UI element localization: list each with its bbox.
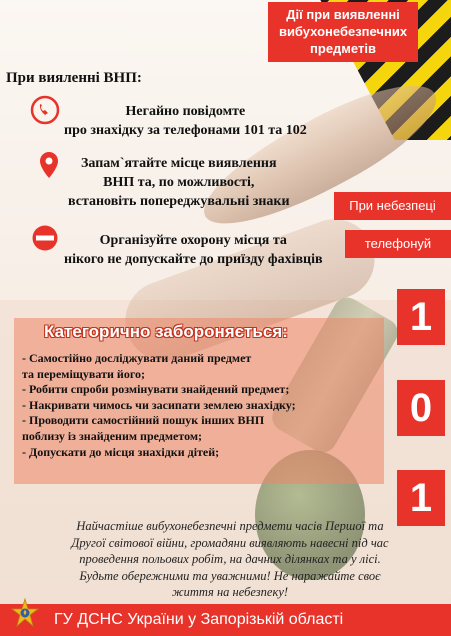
instruction-mark — [34, 150, 290, 211]
phone-icon — [30, 95, 60, 125]
location-pin-icon — [34, 150, 64, 180]
bottom-note-line: Будьте обережними та уважними! Не наражайте своє — [79, 568, 381, 583]
bottom-note-line: життя на небезпеку! — [171, 585, 289, 599]
phone-label: телефонуй — [345, 230, 451, 258]
intro-lead: При вияленні ВНП: — [6, 70, 142, 86]
prohibited-title: Категорично забороняється: — [44, 322, 288, 341]
instruction-mark-line-2: ВНП та, по можливості, — [103, 175, 255, 190]
instruction-mark-line-3: встановіть попереджувальні знаки — [68, 194, 290, 209]
poster-title — [268, 2, 418, 62]
title-line-2: вибухонебезпечних — [278, 24, 408, 39]
danger-label: При небезпеці — [334, 192, 451, 220]
emergency-digit-3: 1 — [397, 470, 445, 526]
bottom-note — [40, 518, 420, 601]
instruction-call-line-2: про знахідку за телефонами 101 та 102 — [64, 123, 307, 138]
prohibited-item: - Робити спроби розмінувати знайдений предмет; — [22, 382, 290, 397]
emergency-digit-1: 1 — [397, 289, 445, 345]
instruction-call — [30, 95, 307, 140]
title-line-3: предметів — [310, 41, 376, 56]
instruction-mark-line-1: Запам`ятайте місце виявлення — [81, 156, 277, 171]
bottom-note-line: Другої світової війни, громадяни виявляють навесні під час — [71, 535, 389, 550]
prohibited-list — [22, 351, 394, 460]
instruction-guard-line-2: нікого не допускайте до приїзду фахівців — [64, 252, 323, 267]
footer-text: ГУ ДСНС України у Запорізькій області — [54, 611, 344, 628]
prohibition-icon — [30, 223, 60, 253]
prohibited-item: - Самостійно досліджувати даний предмет — [22, 351, 252, 365]
prohibited-item: та переміщувати його; — [22, 366, 145, 381]
dsns-emblem-icon — [10, 598, 40, 628]
prohibited-item: поблизу із знайденим предметом; — [22, 428, 203, 443]
bottom-note-line: Найчастіше вибухонебезпечні предмети часів Першої та — [76, 519, 384, 533]
instruction-guard — [30, 223, 323, 269]
instruction-call-line-1: Негайно повідомте — [125, 104, 246, 119]
prohibited-item: - Проводити самостійний пошук інших ВНП — [22, 413, 265, 428]
emergency-digit-2: 0 — [397, 380, 445, 436]
prohibited-item: - Накривати чимось чи засипати землею знахідку; — [22, 397, 296, 412]
bottom-note-line: проведення польових робіт, на дачних ділянках та у лісі. — [79, 552, 381, 566]
footer-bar — [0, 604, 451, 636]
prohibited-item: - Допускати до місця знахідки дітей; — [22, 444, 220, 459]
instruction-guard-line-1: Організуйте охорону місця та — [99, 233, 287, 248]
title-line-1: Дії при виявленні — [286, 7, 400, 22]
